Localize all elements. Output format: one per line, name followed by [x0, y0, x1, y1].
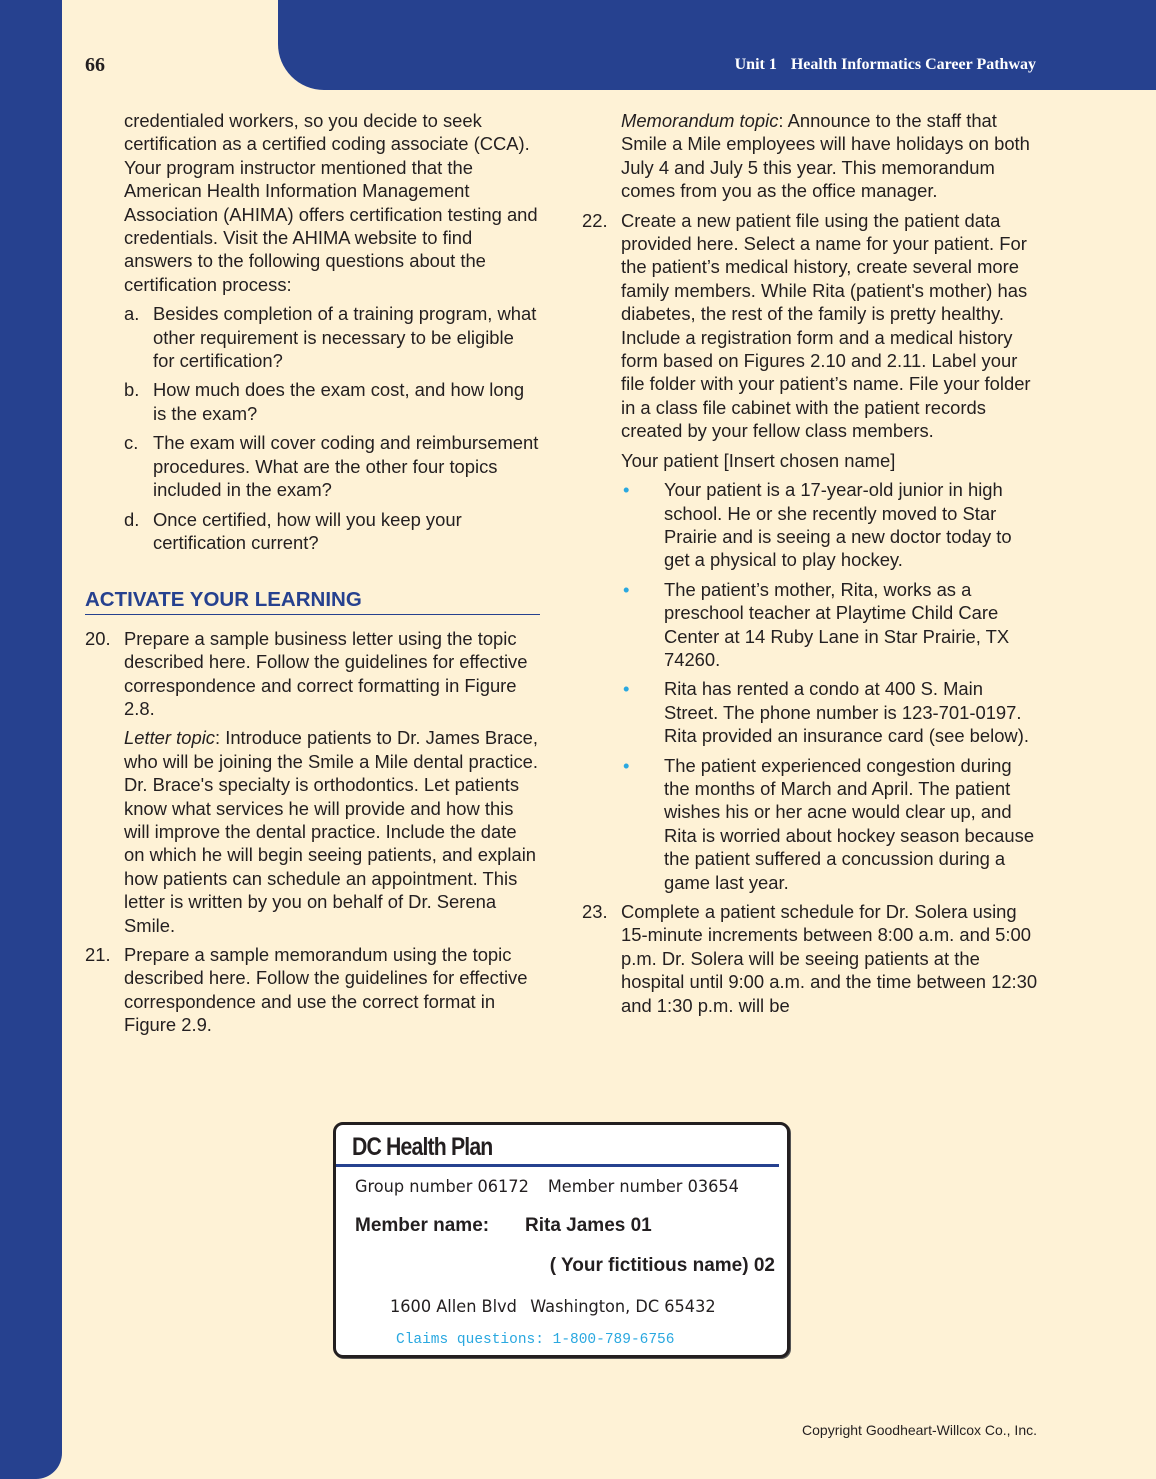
bullet-icon: • — [623, 678, 630, 700]
left-column — [85, 109, 540, 1043]
group-number: Group number 06172 — [355, 1177, 529, 1197]
bullet-item — [621, 578, 1040, 672]
item-number: 22. — [582, 209, 608, 231]
patient-line: Your patient [Insert chosen name] — [621, 449, 896, 471]
item-text: Prepare a sample memorandum using the topic described here. Follow the guidelines for effective correspondence and use the correct format in Figure 2.9. — [124, 944, 528, 1036]
topic-text: : Introduce patients to Dr. James Brace, who will be joining the Smile a Mile dental practice. Dr. Brace's specialty is orthodontics. Let patients know what services he will provide and how this will improve the dental practice. Include the date on which he will begin seeing patients, and explain how patients can schedule an appointment. This letter is written by you on behalf of Dr. Serena Smile. — [124, 727, 538, 936]
section-heading: ACTIVATE YOUR LEARNING — [85, 588, 540, 614]
item-number: 23. — [582, 901, 608, 922]
card-title: DC Health Plan — [352, 1133, 493, 1161]
question-item — [124, 431, 540, 501]
letter-topic — [85, 726, 540, 937]
item-text: Prepare a sample business letter using the topic described here. Follow the guidelines for effective correspondence and correct formatting in Figure 2.8. — [124, 627, 528, 719]
card-divider — [336, 1164, 779, 1167]
topic-text: : Announce to the staff that Smile a Mile employees will have holidays on both July 4 and July 5 this year. This memorandum comes from you as the office manager. — [621, 110, 1030, 202]
topic-label: Memorandum topic — [621, 110, 779, 131]
bullet-item — [621, 677, 1040, 747]
question-label: a. — [124, 303, 140, 325]
right-column — [582, 109, 1040, 1023]
question-label: c. — [124, 432, 139, 454]
exercise-21 — [85, 943, 540, 1037]
question-label: b. — [124, 379, 140, 401]
item-text: Create a new patient file using the patient data provided here. Select a name for your patient. For the patient’s medical history, create several more family members. While Rita (patient's mother) has diabetes, the rest of the family is pretty healthy. Include a registration form and a medical history form based on Figures 2.10 and 2.11. Label your file folder with your patient’s name. File your folder in a class file cabinet with the patient records created by your fellow class members. — [621, 209, 1031, 442]
question-text: Besides completion of a training program, what other requirement is necessary to be eligible for certification? — [153, 303, 537, 372]
street: 1600 Allen Blvd — [390, 1297, 517, 1317]
bullet-item — [621, 478, 1040, 572]
card-address — [390, 1297, 716, 1317]
member-name-row — [355, 1215, 652, 1237]
question-text: Once certified, how will you keep your certification current? — [153, 508, 462, 553]
bullet-icon: • — [623, 578, 630, 600]
city: Washington, DC 65432 — [530, 1297, 716, 1317]
member-name-2: ( Your fictitious name) 02 — [549, 1255, 775, 1276]
member-number: Member number 03654 — [547, 1177, 739, 1197]
bullet-text: The patient’s mother, Rita, works as a preschool teacher at Playtime Child Care Center at 14 Ruby Lane in Star Prairie, TX 74260. — [664, 578, 1010, 670]
copyright: Copyright Goodheart-Willcox Co., Inc. — [802, 1422, 1037, 1438]
question-text: How much does the exam cost, and how long is the exam? — [153, 379, 525, 424]
question-item — [124, 508, 540, 555]
claims-phone: Claims questions: 1-800-789-6756 — [396, 1332, 675, 1348]
intro-paragraph: credentialed workers, so you decide to seek certification as a certified coding associate (CCA). Your program instructor mentioned that the American Health Information Management Association (AHIMA) offers certification testing and credentials. Visit the AHIMA website to find answers to the following questions about the certification process: — [124, 110, 538, 295]
topic-label: Letter topic — [124, 727, 215, 749]
insurance-card — [333, 1122, 790, 1358]
page-number: 66 — [85, 54, 105, 76]
memo-topic — [582, 109, 1040, 203]
question-item — [124, 378, 540, 425]
bullet-icon: • — [623, 754, 630, 776]
unit-label: Unit 1 — [734, 56, 777, 73]
bullet-text: Rita has rented a condo at 400 S. Main Street. The phone number is 123-701-0197. Rita provided an insurance card (see below). — [664, 678, 1029, 747]
item-number: 21. — [85, 944, 111, 965]
exercise-23 — [582, 900, 1040, 1017]
bullet-text: Your patient is a 17-year-old junior in high school. He or she recently moved to Star Prairie and is seeing a new doctor today to get a physical to play hockey. — [664, 479, 1012, 571]
exercise-20 — [85, 627, 540, 721]
chapter-title: Health Informatics Career Pathway — [790, 56, 1036, 73]
member-label: Member name: — [355, 1215, 490, 1236]
item-number: 20. — [85, 627, 111, 649]
left-margin-bar — [0, 0, 62, 1479]
question-text: The exam will cover coding and reimbursement procedures. What are the other four topics included in the exam? — [153, 432, 539, 501]
card-numbers — [355, 1177, 739, 1197]
question-label: d. — [124, 508, 140, 530]
question-item — [124, 302, 540, 372]
bullet-icon: • — [623, 479, 630, 501]
running-header — [735, 56, 1036, 74]
exercise-22 — [582, 209, 1040, 443]
member-name: Rita James 01 — [525, 1215, 652, 1236]
header-band — [278, 0, 1156, 90]
bullet-text: The patient experienced congestion during the months of March and April. The patient wishes his or her acne would clear up, and Rita is worried about hockey season because the patient suffered a concussion during a game last year. — [664, 754, 1035, 893]
item-text: Complete a patient schedule for Dr. Solera using 15-minute increments between 8:00 a.m. and 5:00 p.m. Dr. Solera will be seeing patients at the hospital until 9:00 a.m. and the time between 12:30 and 1:30 p.m. will be — [621, 901, 1038, 1016]
bullet-item — [621, 754, 1040, 894]
